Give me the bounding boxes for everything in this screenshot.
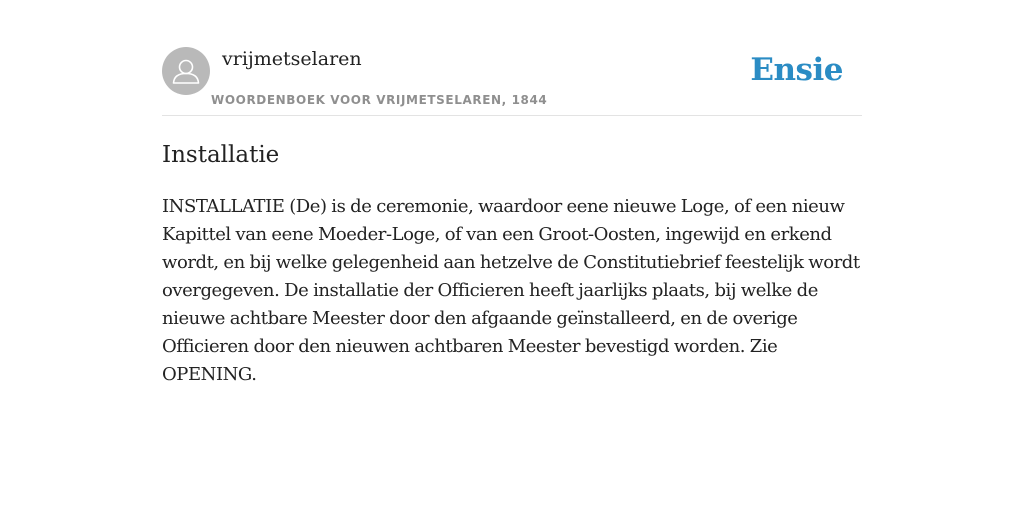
entry-body: INSTALLATIE (De) is de ceremonie, waardoor eene nieuwe Loge, of een nieuw Kapittel van eene Moeder-Loge, of van een Groot-Oosten, ingewijd en erkend wordt, en bij welke gelegenheid aan hetzelve de Constitutiebrief feestelijk wordt overgegeven. De installatie der Officieren heeft jaarlijks plaats, bij welke de nieuwe achtbare Meester door den afgaande geïnstalleerd, en de overige Officieren door den nieuwen achtbaren Meester bevestigd worden. Zie OPENING. <box>162 196 860 385</box>
author-link[interactable]: vrijmetselaren <box>222 48 362 70</box>
user-icon <box>162 47 210 95</box>
source-link[interactable]: WOORDENBOEK VOOR VRIJMETSELAREN, 1844 <box>211 93 548 107</box>
entry-card <box>162 47 862 389</box>
entry-header <box>162 47 862 116</box>
author-avatar[interactable] <box>162 47 210 95</box>
ensie-logo[interactable]: Ensie <box>750 52 843 88</box>
entry-title: Installatie <box>162 142 280 168</box>
